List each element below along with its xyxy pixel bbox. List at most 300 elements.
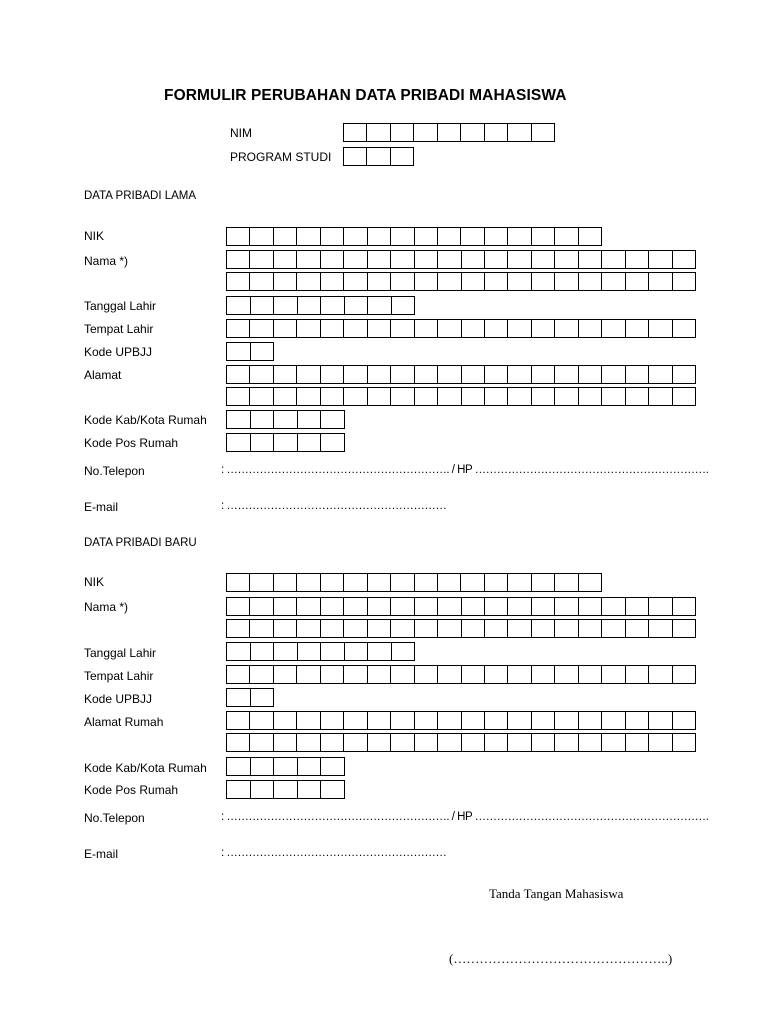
char-box-input[interactable] <box>485 668 507 685</box>
char-box-input[interactable] <box>673 736 695 753</box>
char-box[interactable] <box>484 620 507 637</box>
char-box[interactable] <box>227 712 249 729</box>
char-box[interactable] <box>273 643 297 660</box>
char-box-input[interactable] <box>250 668 272 685</box>
char-box[interactable] <box>414 388 437 405</box>
char-box[interactable] <box>461 388 484 405</box>
char-box-input[interactable] <box>462 275 484 292</box>
char-box-input[interactable] <box>344 322 366 339</box>
char-box[interactable] <box>320 643 344 660</box>
char-box[interactable] <box>507 273 530 290</box>
char-box[interactable] <box>249 712 272 729</box>
char-box-input[interactable] <box>321 645 344 662</box>
char-box[interactable] <box>578 251 601 268</box>
char-box[interactable] <box>296 734 319 751</box>
char-box-input[interactable] <box>461 126 483 143</box>
char-box[interactable] <box>343 366 366 383</box>
char-box[interactable] <box>367 598 390 615</box>
new-kode-upbjj-boxes[interactable] <box>226 688 274 707</box>
char-box-input[interactable] <box>532 126 554 143</box>
char-box[interactable] <box>554 388 577 405</box>
char-box[interactable] <box>250 297 274 314</box>
char-box[interactable] <box>578 712 601 729</box>
char-box[interactable] <box>648 320 671 337</box>
char-box[interactable] <box>273 228 296 245</box>
char-box[interactable] <box>672 620 695 637</box>
char-box[interactable] <box>414 366 437 383</box>
char-box[interactable] <box>366 124 389 141</box>
char-box-input[interactable] <box>649 368 671 385</box>
char-box[interactable] <box>227 666 249 683</box>
char-box[interactable] <box>367 574 390 591</box>
char-box-input[interactable] <box>532 576 554 593</box>
char-box-input[interactable] <box>227 390 249 407</box>
char-box[interactable] <box>578 320 601 337</box>
char-box[interactable] <box>625 273 648 290</box>
char-box-input[interactable] <box>649 668 671 685</box>
char-box[interactable] <box>460 124 483 141</box>
char-box-input[interactable] <box>391 322 413 339</box>
char-box-input[interactable] <box>649 714 671 731</box>
char-box[interactable] <box>625 251 648 268</box>
char-box[interactable] <box>648 388 671 405</box>
char-box[interactable] <box>437 666 460 683</box>
char-box[interactable] <box>460 574 483 591</box>
char-box-input[interactable] <box>391 253 413 270</box>
char-box[interactable] <box>554 734 577 751</box>
char-box-input[interactable] <box>508 275 530 292</box>
char-box[interactable] <box>461 598 484 615</box>
char-box[interactable] <box>484 124 507 141</box>
char-box-input[interactable] <box>344 576 366 593</box>
char-box-input[interactable] <box>344 736 366 753</box>
char-box[interactable] <box>578 388 601 405</box>
char-box-input[interactable] <box>367 150 389 167</box>
char-box-input[interactable] <box>392 299 415 316</box>
char-box-input[interactable] <box>579 576 601 593</box>
char-box-input[interactable] <box>274 299 297 316</box>
char-box-input[interactable] <box>485 322 507 339</box>
char-box-input[interactable] <box>391 600 413 617</box>
char-box[interactable] <box>296 320 319 337</box>
char-box-input[interactable] <box>532 253 554 270</box>
char-box[interactable] <box>531 273 554 290</box>
char-box[interactable] <box>296 251 319 268</box>
char-box-input[interactable] <box>626 322 648 339</box>
char-box-input[interactable] <box>462 600 484 617</box>
char-box-input[interactable] <box>251 299 274 316</box>
char-box[interactable] <box>320 666 343 683</box>
char-box[interactable] <box>250 758 274 775</box>
char-box-input[interactable] <box>321 230 343 247</box>
char-box[interactable] <box>601 598 624 615</box>
char-box-input[interactable] <box>250 368 272 385</box>
char-box-input[interactable] <box>250 275 272 292</box>
char-box-input[interactable] <box>462 736 484 753</box>
char-box[interactable] <box>531 388 554 405</box>
char-box-input[interactable] <box>391 622 413 639</box>
char-box-input[interactable] <box>227 760 250 777</box>
char-box-input[interactable] <box>321 576 343 593</box>
char-box-input[interactable] <box>274 668 296 685</box>
char-box-input[interactable] <box>344 622 366 639</box>
char-box-input[interactable] <box>227 576 249 593</box>
char-box[interactable] <box>367 712 390 729</box>
char-box-input[interactable] <box>274 760 297 777</box>
char-box-input[interactable] <box>321 714 343 731</box>
char-box[interactable] <box>344 297 368 314</box>
char-box-input[interactable] <box>414 126 436 143</box>
char-box-input[interactable] <box>321 668 343 685</box>
char-box-input[interactable] <box>274 230 296 247</box>
char-box-input[interactable] <box>438 322 460 339</box>
char-box-input[interactable] <box>274 622 296 639</box>
char-box[interactable] <box>250 343 274 360</box>
char-box[interactable] <box>554 273 577 290</box>
char-box[interactable] <box>343 320 366 337</box>
char-box-input[interactable] <box>344 126 366 143</box>
char-box-input[interactable] <box>227 413 250 430</box>
char-box-input[interactable] <box>485 622 507 639</box>
char-box-input[interactable] <box>321 299 344 316</box>
char-box[interactable] <box>531 228 554 245</box>
char-box-input[interactable] <box>649 736 671 753</box>
char-box[interactable] <box>531 666 554 683</box>
char-box-input[interactable] <box>344 253 366 270</box>
char-box[interactable] <box>554 366 577 383</box>
char-box-input[interactable] <box>298 783 321 800</box>
char-box[interactable] <box>296 388 319 405</box>
char-box-input[interactable] <box>297 253 319 270</box>
char-box[interactable] <box>249 320 272 337</box>
char-box-input[interactable] <box>415 668 437 685</box>
program-studi-boxes[interactable] <box>343 147 414 166</box>
char-box-input[interactable] <box>415 390 437 407</box>
char-box-input[interactable] <box>321 436 344 453</box>
char-box[interactable] <box>625 320 648 337</box>
char-box[interactable] <box>227 620 249 637</box>
char-box[interactable] <box>413 124 436 141</box>
char-box[interactable] <box>648 251 671 268</box>
char-box-input[interactable] <box>579 390 601 407</box>
char-box-input[interactable] <box>391 736 413 753</box>
char-box[interactable] <box>390 124 413 141</box>
char-box[interactable] <box>227 643 250 660</box>
char-box[interactable] <box>437 273 460 290</box>
char-box[interactable] <box>672 712 695 729</box>
char-box-input[interactable] <box>673 622 695 639</box>
char-box-input[interactable] <box>602 668 624 685</box>
char-box[interactable] <box>578 366 601 383</box>
char-box[interactable] <box>227 366 249 383</box>
char-box-input[interactable] <box>532 322 554 339</box>
char-box[interactable] <box>578 620 601 637</box>
char-box[interactable] <box>507 320 530 337</box>
old-kode-pos-boxes[interactable] <box>226 433 345 452</box>
char-box-input[interactable] <box>626 253 648 270</box>
char-box-input[interactable] <box>626 714 648 731</box>
signature-line[interactable]: (…………………………………………..) <box>449 951 673 966</box>
char-box[interactable] <box>296 712 319 729</box>
char-box-input[interactable] <box>555 622 577 639</box>
char-box[interactable] <box>461 273 484 290</box>
char-box-input[interactable] <box>227 622 249 639</box>
char-box[interactable] <box>343 251 366 268</box>
char-box-input[interactable] <box>250 390 272 407</box>
old-kode-kab-boxes[interactable] <box>226 410 345 429</box>
char-box[interactable] <box>390 734 413 751</box>
char-box-input[interactable] <box>579 622 601 639</box>
char-box-input[interactable] <box>626 600 648 617</box>
char-box-input[interactable] <box>251 413 274 430</box>
char-box-input[interactable] <box>344 230 366 247</box>
char-box-input[interactable] <box>368 390 390 407</box>
char-box[interactable] <box>601 366 624 383</box>
char-box-input[interactable] <box>368 600 390 617</box>
char-box[interactable] <box>249 620 272 637</box>
char-box[interactable] <box>648 620 671 637</box>
char-box[interactable] <box>437 228 460 245</box>
char-box[interactable] <box>249 598 272 615</box>
char-box-input[interactable] <box>508 126 530 143</box>
char-box-input[interactable] <box>368 253 390 270</box>
char-box-input[interactable] <box>438 714 460 731</box>
char-box[interactable] <box>390 148 413 165</box>
char-box-input[interactable] <box>227 668 249 685</box>
char-box-input[interactable] <box>555 253 577 270</box>
char-box[interactable] <box>461 734 484 751</box>
char-box[interactable] <box>578 734 601 751</box>
char-box-input[interactable] <box>251 345 274 362</box>
char-box-input[interactable] <box>485 714 507 731</box>
char-box-input[interactable] <box>602 600 624 617</box>
char-box[interactable] <box>227 343 250 360</box>
char-box[interactable] <box>531 320 554 337</box>
char-box[interactable] <box>625 388 648 405</box>
new-tanggal-lahir-boxes[interactable] <box>226 642 415 661</box>
char-box-input[interactable] <box>626 390 648 407</box>
char-box[interactable] <box>648 273 671 290</box>
char-box-input[interactable] <box>250 600 272 617</box>
char-box[interactable] <box>672 320 695 337</box>
char-box-input[interactable] <box>274 253 296 270</box>
char-box[interactable] <box>390 273 413 290</box>
old-email-line[interactable]: : …………………………………………………… <box>221 500 447 512</box>
char-box[interactable] <box>227 758 250 775</box>
char-box[interactable] <box>227 251 249 268</box>
char-box-input[interactable] <box>251 783 274 800</box>
char-box[interactable] <box>554 228 577 245</box>
char-box[interactable] <box>672 666 695 683</box>
char-box-input[interactable] <box>227 368 249 385</box>
char-box-input[interactable] <box>462 622 484 639</box>
char-box[interactable] <box>578 666 601 683</box>
char-box-input[interactable] <box>297 668 319 685</box>
char-box-input[interactable] <box>274 736 296 753</box>
char-box-input[interactable] <box>602 253 624 270</box>
char-box[interactable] <box>367 366 390 383</box>
char-box-input[interactable] <box>321 253 343 270</box>
char-box-input[interactable] <box>508 668 530 685</box>
char-box[interactable] <box>391 297 415 314</box>
char-box[interactable] <box>507 228 530 245</box>
char-box-input[interactable] <box>415 322 437 339</box>
char-box-input[interactable] <box>673 253 695 270</box>
char-box-input[interactable] <box>415 600 437 617</box>
char-box-input[interactable] <box>297 390 319 407</box>
char-box[interactable] <box>531 124 554 141</box>
char-box[interactable] <box>227 781 250 798</box>
char-box-input[interactable] <box>602 275 624 292</box>
char-box[interactable] <box>437 598 460 615</box>
char-box[interactable] <box>390 574 413 591</box>
char-box-input[interactable] <box>602 622 624 639</box>
char-box-input[interactable] <box>297 275 319 292</box>
char-box-input[interactable] <box>227 230 249 247</box>
char-box[interactable] <box>554 712 577 729</box>
char-box[interactable] <box>601 273 624 290</box>
char-box[interactable] <box>227 689 250 706</box>
char-box-input[interactable] <box>391 368 413 385</box>
char-box-input[interactable] <box>368 230 390 247</box>
char-box-input[interactable] <box>602 390 624 407</box>
new-alamat-boxes-2[interactable] <box>226 733 696 752</box>
old-alamat-boxes-2[interactable] <box>226 387 696 406</box>
char-box[interactable] <box>461 712 484 729</box>
char-box-input[interactable] <box>368 645 391 662</box>
char-box-input[interactable] <box>532 668 554 685</box>
char-box[interactable] <box>367 388 390 405</box>
char-box-input[interactable] <box>485 576 507 593</box>
char-box-input[interactable] <box>626 622 648 639</box>
char-box[interactable] <box>367 666 390 683</box>
new-nama-boxes-1[interactable] <box>226 597 696 616</box>
char-box[interactable] <box>320 411 344 428</box>
char-box-input[interactable] <box>579 714 601 731</box>
char-box-input[interactable] <box>438 253 460 270</box>
new-tempat-lahir-boxes[interactable] <box>226 665 696 684</box>
char-box[interactable] <box>507 574 530 591</box>
char-box-input[interactable] <box>508 736 530 753</box>
char-box[interactable] <box>507 598 530 615</box>
char-box-input[interactable] <box>626 736 648 753</box>
char-box-input[interactable] <box>392 645 415 662</box>
char-box[interactable] <box>507 620 530 637</box>
char-box[interactable] <box>625 666 648 683</box>
char-box[interactable] <box>648 666 671 683</box>
char-box[interactable] <box>320 388 343 405</box>
char-box-input[interactable] <box>579 275 601 292</box>
char-box[interactable] <box>414 734 437 751</box>
char-box-input[interactable] <box>415 622 437 639</box>
char-box[interactable] <box>367 643 391 660</box>
char-box-input[interactable] <box>227 600 249 617</box>
char-box[interactable] <box>320 228 343 245</box>
char-box-input[interactable] <box>297 736 319 753</box>
char-box[interactable] <box>320 366 343 383</box>
char-box-input[interactable] <box>415 368 437 385</box>
char-box-input[interactable] <box>461 230 483 247</box>
char-box[interactable] <box>273 388 296 405</box>
char-box-input[interactable] <box>368 299 391 316</box>
char-box-input[interactable] <box>391 576 413 593</box>
char-box-input[interactable] <box>485 390 507 407</box>
char-box[interactable] <box>484 366 507 383</box>
char-box[interactable] <box>437 620 460 637</box>
char-box[interactable] <box>437 712 460 729</box>
char-box[interactable] <box>484 734 507 751</box>
char-box[interactable] <box>227 574 249 591</box>
char-box[interactable] <box>320 251 343 268</box>
char-box[interactable] <box>484 666 507 683</box>
char-box[interactable] <box>296 666 319 683</box>
char-box-input[interactable] <box>250 230 272 247</box>
char-box[interactable] <box>648 366 671 383</box>
char-box-input[interactable] <box>415 736 437 753</box>
char-box[interactable] <box>507 124 530 141</box>
char-box[interactable] <box>554 251 577 268</box>
char-box-input[interactable] <box>579 736 601 753</box>
char-box[interactable] <box>227 228 249 245</box>
char-box-input[interactable] <box>673 714 695 731</box>
char-box-input[interactable] <box>391 275 413 292</box>
char-box[interactable] <box>578 273 601 290</box>
old-tanggal-lahir-boxes[interactable] <box>226 296 415 315</box>
char-box[interactable] <box>273 598 296 615</box>
char-box-input[interactable] <box>508 322 530 339</box>
char-box[interactable] <box>273 297 297 314</box>
new-kode-pos-boxes[interactable] <box>226 780 345 799</box>
char-box[interactable] <box>320 434 344 451</box>
char-box[interactable] <box>437 734 460 751</box>
char-box[interactable] <box>344 148 366 165</box>
char-box[interactable] <box>296 273 319 290</box>
char-box-input[interactable] <box>415 230 437 247</box>
char-box-input[interactable] <box>368 736 390 753</box>
char-box[interactable] <box>343 574 366 591</box>
char-box[interactable] <box>484 598 507 615</box>
char-box-input[interactable] <box>532 230 554 247</box>
char-box[interactable] <box>250 643 274 660</box>
char-box-input[interactable] <box>391 230 413 247</box>
char-box[interactable] <box>296 574 319 591</box>
char-box-input[interactable] <box>298 760 321 777</box>
char-box-input[interactable] <box>462 668 484 685</box>
char-box[interactable] <box>390 251 413 268</box>
char-box-input[interactable] <box>274 576 296 593</box>
char-box-input[interactable] <box>508 253 530 270</box>
char-box[interactable] <box>249 251 272 268</box>
char-box-input[interactable] <box>368 576 390 593</box>
char-box-input[interactable] <box>532 390 554 407</box>
char-box-input[interactable] <box>415 714 437 731</box>
char-box-input[interactable] <box>673 600 695 617</box>
char-box[interactable] <box>390 620 413 637</box>
char-box[interactable] <box>531 366 554 383</box>
char-box-input[interactable] <box>297 714 319 731</box>
char-box-input[interactable] <box>274 368 296 385</box>
char-box-input[interactable] <box>344 668 366 685</box>
char-box-input[interactable] <box>462 390 484 407</box>
char-box-input[interactable] <box>485 253 507 270</box>
char-box[interactable] <box>320 574 343 591</box>
char-box-input[interactable] <box>555 736 577 753</box>
char-box[interactable] <box>390 598 413 615</box>
new-alamat-boxes-1[interactable] <box>226 711 696 730</box>
char-box-input[interactable] <box>251 645 274 662</box>
char-box-input[interactable] <box>274 275 296 292</box>
char-box-input[interactable] <box>508 576 530 593</box>
